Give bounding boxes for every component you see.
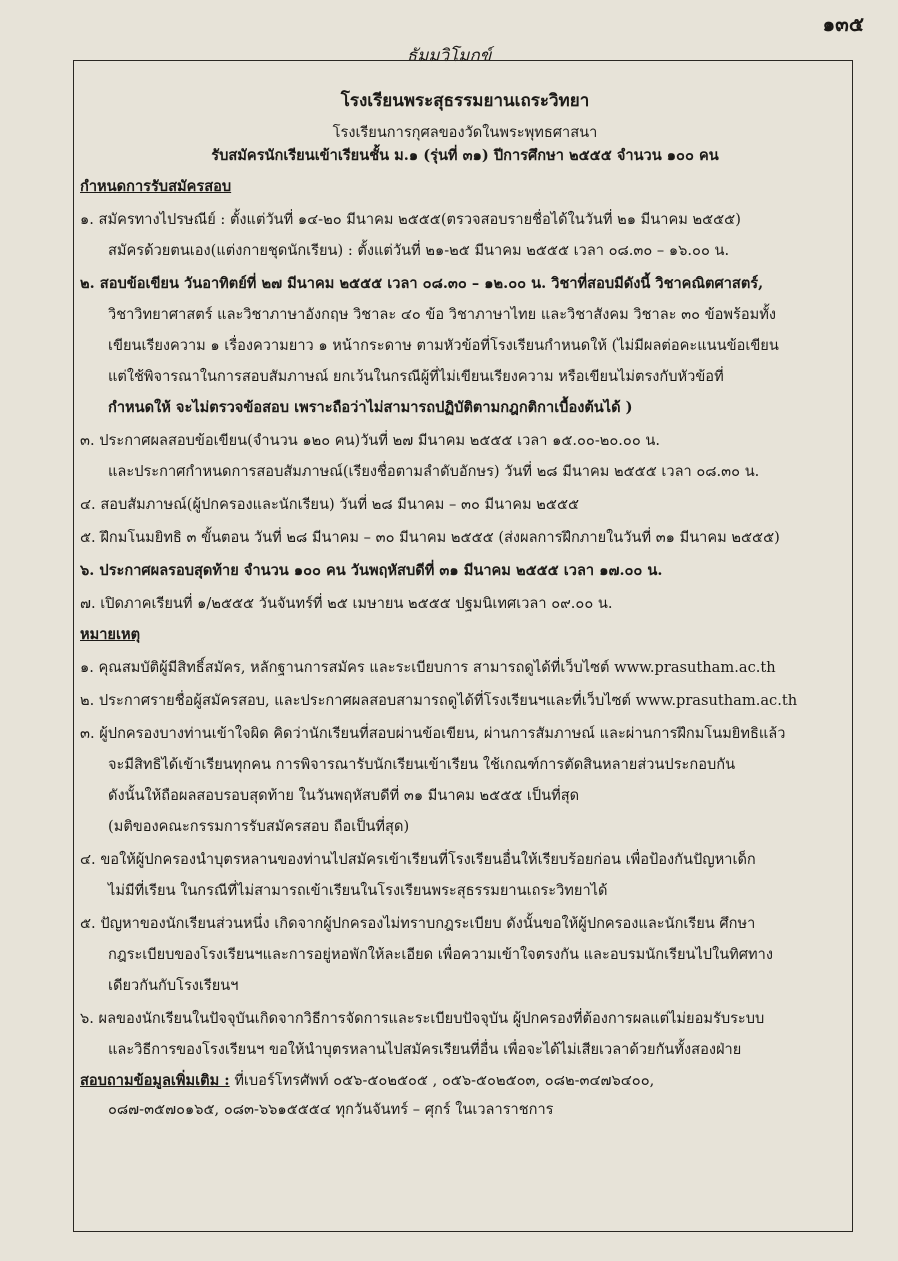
- schedule-line: เขียนเรียงความ ๑ เรื่องความยาว ๑ หน้ากระดาษ ตามหัวข้อที่โรงเรียนกำหนดให้ (ไม่มีผลต่อคะแนนข้อเขียน: [108, 337, 779, 354]
- note-item: [80, 848, 850, 902]
- schedule-line: ๔. สอบสัมภาษณ์(ผู้ปกครองและนักเรียน) วันที่ ๒๘ มีนาคม – ๓๐ มีนาคม ๒๕๕๕: [80, 496, 580, 513]
- schedule-line: วิชาวิทยาศาสตร์ และวิชาภาษาอังกฤษ วิชาละ ๔๐ ข้อ วิชาภาษาไทย และวิชาสังคม วิชาละ ๓๐ ข้อพร้อมทั้ง: [108, 306, 776, 323]
- note-line: ๕. ปัญหาของนักเรียนส่วนหนึ่ง เกิดจากผู้ปกครองไม่ทราบกฎระเบียบ ดังนั้นขอให้ผู้ปกครองและนักเรียน ศึกษา: [80, 915, 756, 932]
- note-line: เดียวกันกับโรงเรียนฯ: [108, 977, 239, 994]
- document-body: [80, 86, 850, 1121]
- schedule-list: [80, 208, 850, 615]
- header-title: ธัมมวิโมกข์: [406, 46, 492, 66]
- schedule-item: [80, 272, 850, 419]
- schedule-line: กำหนดให้ จะไม่ตรวจข้อสอบ เพราะถือว่าไม่สามารถปฏิบัติตามกฎกติกาเบื้องต้นได้ ): [108, 399, 633, 416]
- schedule-title: กำหนดการรับสมัครสอบ: [80, 178, 232, 195]
- note-line: ๑. คุณสมบัติผู้มีสิทธิ์สมัคร, หลักฐานการสมัคร และระเบียบการ สามารถดูได้ที่เว็บไซต์ www.prasutham.ac.th: [80, 659, 776, 676]
- note-item: [80, 689, 850, 712]
- schedule-line: สมัครด้วยตนเอง(แต่งกายชุดนักเรียน) : ตั้งแต่วันที่ ๒๑-๒๕ มีนาคม ๒๕๕๕ เวลา ๐๘.๓๐ – ๑๖.๐๐ น.: [108, 242, 730, 259]
- schedule-item: [80, 208, 850, 262]
- schedule-line: ๑. สมัครทางไปรษณีย์ : ตั้งแต่วันที่ ๑๔-๒๐ มีนาคม ๒๕๕๕(ตรวจสอบรายชื่อได้ในวันที่ ๒๑ มีนาคม ๒๕๕๕): [80, 211, 741, 228]
- contact-label: สอบถามข้อมูลเพิ่มเติม :: [80, 1072, 230, 1089]
- note-item: [80, 912, 850, 997]
- note-line: ๓. ผู้ปกครองบางท่านเข้าใจผิด คิดว่านักเรียนที่สอบผ่านข้อเขียน, ผ่านการสัมภาษณ์ และผ่านการฝึกมโนมยิทธิแล้ว: [80, 725, 786, 742]
- note-line: ๔. ขอให้ผู้ปกครองนำบุตรหลานของท่านไปสมัครเข้าเรียนที่โรงเรียนอื่นให้เรียบร้อยก่อน เพื่อป้องกันปัญหาเด็ก: [80, 851, 756, 868]
- school-subtitle: โรงเรียนการกุศลของวัดในพระพุทธศาสนา: [332, 124, 598, 141]
- contact-hours: ๐๘๗-๓๕๗๐๑๖๕, ๐๘๓-๖๖๑๕๕๕๔ ทุกวันจันทร์ – ศุกร์ ในเวลาราชการ: [108, 1101, 554, 1118]
- note-line: จะมีสิทธิได้เข้าเรียนทุกคน การพิจารณารับนักเรียนเข้าเรียน ใช้เกณฑ์การตัดสินหลายส่วนประกอบกัน: [108, 756, 736, 773]
- schedule-item: [80, 493, 850, 516]
- note-line: (มติของคณะกรรมการรับสมัครสอบ ถือเป็นที่สุด): [108, 818, 410, 835]
- note-item: [80, 722, 850, 838]
- page-number: ๑๓๕: [822, 12, 864, 36]
- schedule-line: แต่ใช้พิจารณาในการสอบสัมภาษณ์ ยกเว้นในกรณีผู้ที่ไม่เขียนเรียงความ หรือเขียนไม่ตรงกับหัวข้อที่: [108, 368, 724, 385]
- contact-phones: ที่เบอร์โทรศัพท์ ๐๕๖-๕๐๒๕๐๕ , ๐๕๖-๕๐๒๕๐๓, ๐๘๒-๓๔๗๖๔๐๐,: [234, 1072, 655, 1089]
- admission-line: รับสมัครนักเรียนเข้าเรียนชั้น ม.๑ (รุ่นที่ ๓๑) ปีการศึกษา ๒๕๕๕ จำนวน ๑๐๐ คน: [211, 147, 719, 164]
- schedule-line: ๗. เปิดภาคเรียนที่ ๑/๒๕๕๕ วันจันทร์ที่ ๒๕ เมษายน ๒๕๕๕ ปฐมนิเทศเวลา ๐๙.๐๐ น.: [80, 595, 613, 612]
- schedule-item: [80, 429, 850, 483]
- schedule-item: [80, 592, 850, 615]
- note-line: ๒. ประกาศรายชื่อผู้สมัครสอบ, และประกาศผลสอบสามารถดูได้ที่โรงเรียนฯและที่เว็บไซต์ www.prasutham.ac.th: [80, 692, 798, 709]
- schedule-item: [80, 559, 850, 582]
- schedule-line: ๓. ประกาศผลสอบข้อเขียน(จำนวน ๑๒๐ คน)วันที่ ๒๗ มีนาคม ๒๕๕๕ เวลา ๑๕.๐๐-๒๐.๐๐ น.: [80, 432, 660, 449]
- notes-title: หมายเหตุ: [80, 626, 141, 643]
- note-line: ไม่มีที่เรียน ในกรณีที่ไม่สามารถเข้าเรียนในโรงเรียนพระสุธรรมยานเถระวิทยาได้: [108, 882, 608, 899]
- note-line: ๖. ผลของนักเรียนในปัจจุบันเกิดจากวิธีการจัดการและระเบียบปัจจุบัน ผู้ปกครองที่ต้องการผลแต่ไม่ยอมรับระบบ: [80, 1010, 765, 1027]
- schedule-line: และประกาศกำหนดการสอบสัมภาษณ์(เรียงชื่อตามลำดับอักษร) วันที่ ๒๘ มีนาคม ๒๕๕๕ เวลา ๐๘.๓๐ น.: [108, 463, 760, 480]
- schedule-item: [80, 526, 850, 549]
- schedule-line: ๕. ฝึกมโนมยิทธิ ๓ ขั้นตอน วันที่ ๒๘ มีนาคม – ๓๐ มีนาคม ๒๕๕๕ (ส่งผลการฝึกภายในวันที่ ๓๑ มีนาคม ๒๕๕๕): [80, 529, 780, 546]
- contact-line: [80, 1069, 850, 1092]
- note-line: ดังนั้นให้ถือผลสอบรอบสุดท้าย ในวันพฤหัสบดีที่ ๓๑ มีนาคม ๒๕๕๕ เป็นที่สุด: [108, 787, 580, 804]
- school-name: โรงเรียนพระสุธรรมยานเถระวิทยา: [340, 91, 590, 111]
- note-item: [80, 1007, 850, 1061]
- note-line: กฎระเบียบของโรงเรียนฯและการอยู่หอพักให้ละเอียด เพื่อความเข้าใจตรงกัน และอบรมนักเรียนไปในทิศทาง: [108, 946, 773, 963]
- schedule-line: ๖. ประกาศผลรอบสุดท้าย จำนวน ๑๐๐ คน วันพฤหัสบดีที่ ๓๑ มีนาคม ๒๕๕๕ เวลา ๑๗.๐๐ น.: [80, 562, 663, 579]
- notes-list: [80, 656, 850, 1061]
- note-item: [80, 656, 850, 679]
- note-line: และวิธีการของโรงเรียนฯ ขอให้นำบุตรหลานไปสมัครเรียนที่อื่น เพื่อจะได้ไม่เสียเวลาด้วยกันทั้งสองฝ่าย: [108, 1041, 742, 1058]
- schedule-line: ๒. สอบข้อเขียน วันอาทิตย์ที่ ๒๗ มีนาคม ๒๕๕๕ เวลา ๐๘.๓๐ – ๑๒.๐๐ น. วิชาที่สอบมีดังนี้ วิชาคณิตศาสตร์,: [80, 275, 764, 292]
